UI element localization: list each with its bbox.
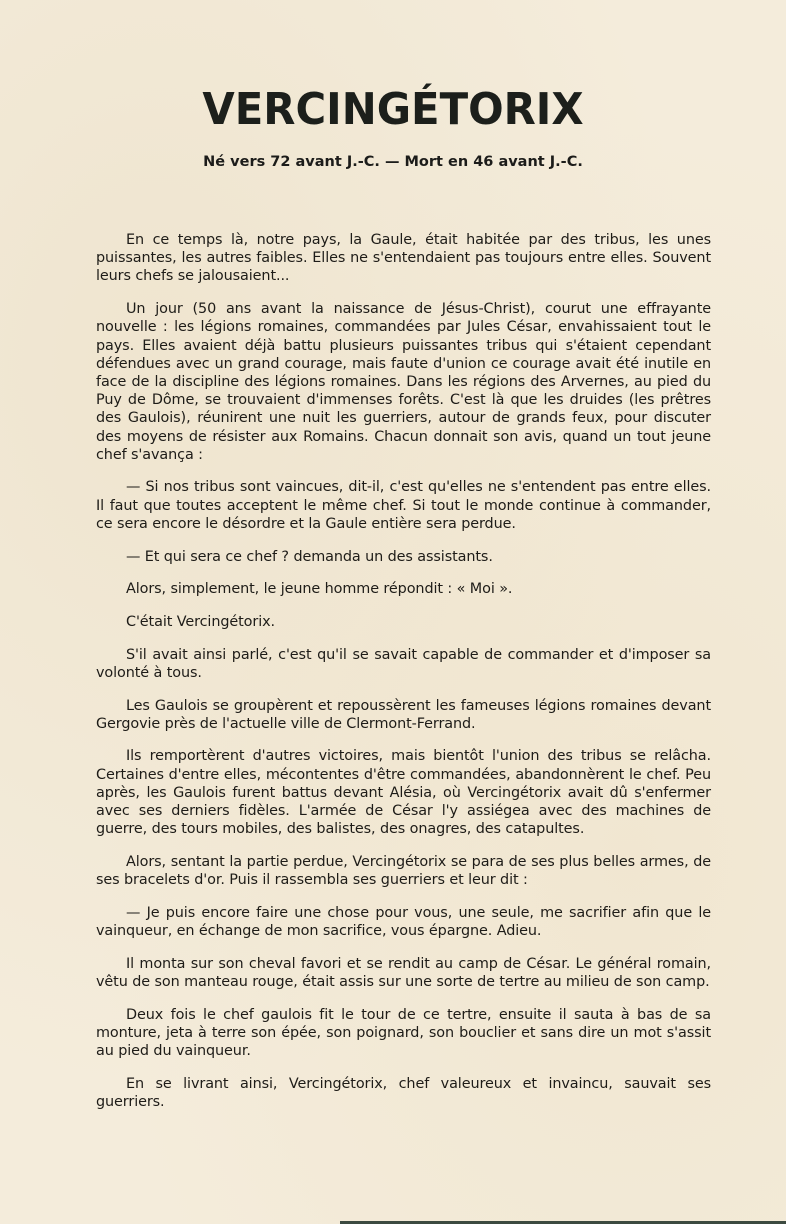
- paragraph: Ils remportèrent d'autres victoires, mais bientôt l'union des tribus se relâcha. Certaines d'entre elles, mécontentes d'être commandées, abandonnèrent le chef. Peu après, les Gaulois furent battus devant Alésia, où Vercingétorix avait dû s'enfermer avec ses derniers fidèles. L'armée de César l'y assiégea avec des machines de guerre, des tours mobiles, des balistes, des onagres, des catapultes.: [96, 748, 711, 838]
- paragraph: Deux fois le chef gaulois fit le tour de ce tertre, ensuite il sauta à bas de sa monture, jeta à terre son épée, son poignard, son bouclier et sans dire un mot s'assit au pied du vainqueur.: [96, 1006, 711, 1060]
- paragraph: Il monta sur son cheval favori et se rendit au camp de César. Le général romain, vêtu de son manteau rouge, était assis sur une sorte de tertre au milieu de son camp.: [96, 955, 711, 990]
- paragraph: — Et qui sera ce chef ? demanda un des assistants.: [126, 548, 493, 565]
- paragraph: En ce temps là, notre pays, la Gaule, était habitée par des tribus, les unes puissantes, les autres faibles. Elles ne s'entendaient pas toujours entre elles. Souvent leurs chefs se jalousaient...: [96, 232, 711, 285]
- paragraph: Alors, simplement, le jeune homme répondit : « Moi ».: [126, 581, 513, 598]
- paragraph: S'il avait ainsi parlé, c'est qu'il se savait capable de commander et d'imposer sa volonté à tous.: [96, 646, 711, 681]
- document-subtitle: Né vers 72 avant J.-C. — Mort en 46 avant J.-C.: [203, 154, 583, 170]
- paragraph: Les Gaulois se groupèrent et repoussèrent les fameuses légions romaines devant Gergovie près de l'actuelle ville de Clermont-Ferrand.: [96, 697, 711, 732]
- paragraph: Un jour (50 ans avant la naissance de Jésus-Christ), courut une effrayante nouvelle : les légions romaines, commandées par Jules César, envahissaient tout le pays. Elles avaient déjà battu plusieurs puissantes tribus qui s'étaient cependant défendues avec un grand courage, mais faute d'union ce courage avait été inutile en face de la discipline des légions romaines. Dans les régions des Arvernes, au pied du Puy de Dôme, se trouvaient d'immenses forêts. C'est là que les druides (les prêtres des Gaulois), réunirent une nuit les guerriers, autour de grands feux, pour discuter des moyens de résister aux Romains. Chacun donnait son avis, quand un tout jeune chef s'avança :: [96, 301, 711, 463]
- paragraph: — Je puis encore faire une chose pour vous, une seule, me sacrifier afin que le vainqueur, en échange de mon sacrifice, vous épargne. Adieu.: [96, 904, 711, 940]
- paragraph: En se livrant ainsi, Vercingétorix, chef valeureux et invaincu, sauvait ses guerriers.: [96, 1075, 711, 1111]
- document-title: VERCINGÉTORIX: [202, 84, 584, 135]
- paragraph: — Si nos tribus sont vaincues, dit-il, c'est qu'elles ne s'entendent pas entre elles. Il faut que toutes acceptent le même chef. Si tout le monde continue à commander, ce sera encore le désordre et la Gaule entière sera perdue.: [96, 479, 711, 532]
- document-body: [96, 231, 711, 1126]
- paragraph: C'était Vercingétorix.: [126, 613, 275, 630]
- paragraph: Alors, sentant la partie perdue, Vercingétorix se para de ses plus belles armes, de ses bracelets d'or. Puis il rassembla ses guerriers et leur dit :: [96, 853, 711, 889]
